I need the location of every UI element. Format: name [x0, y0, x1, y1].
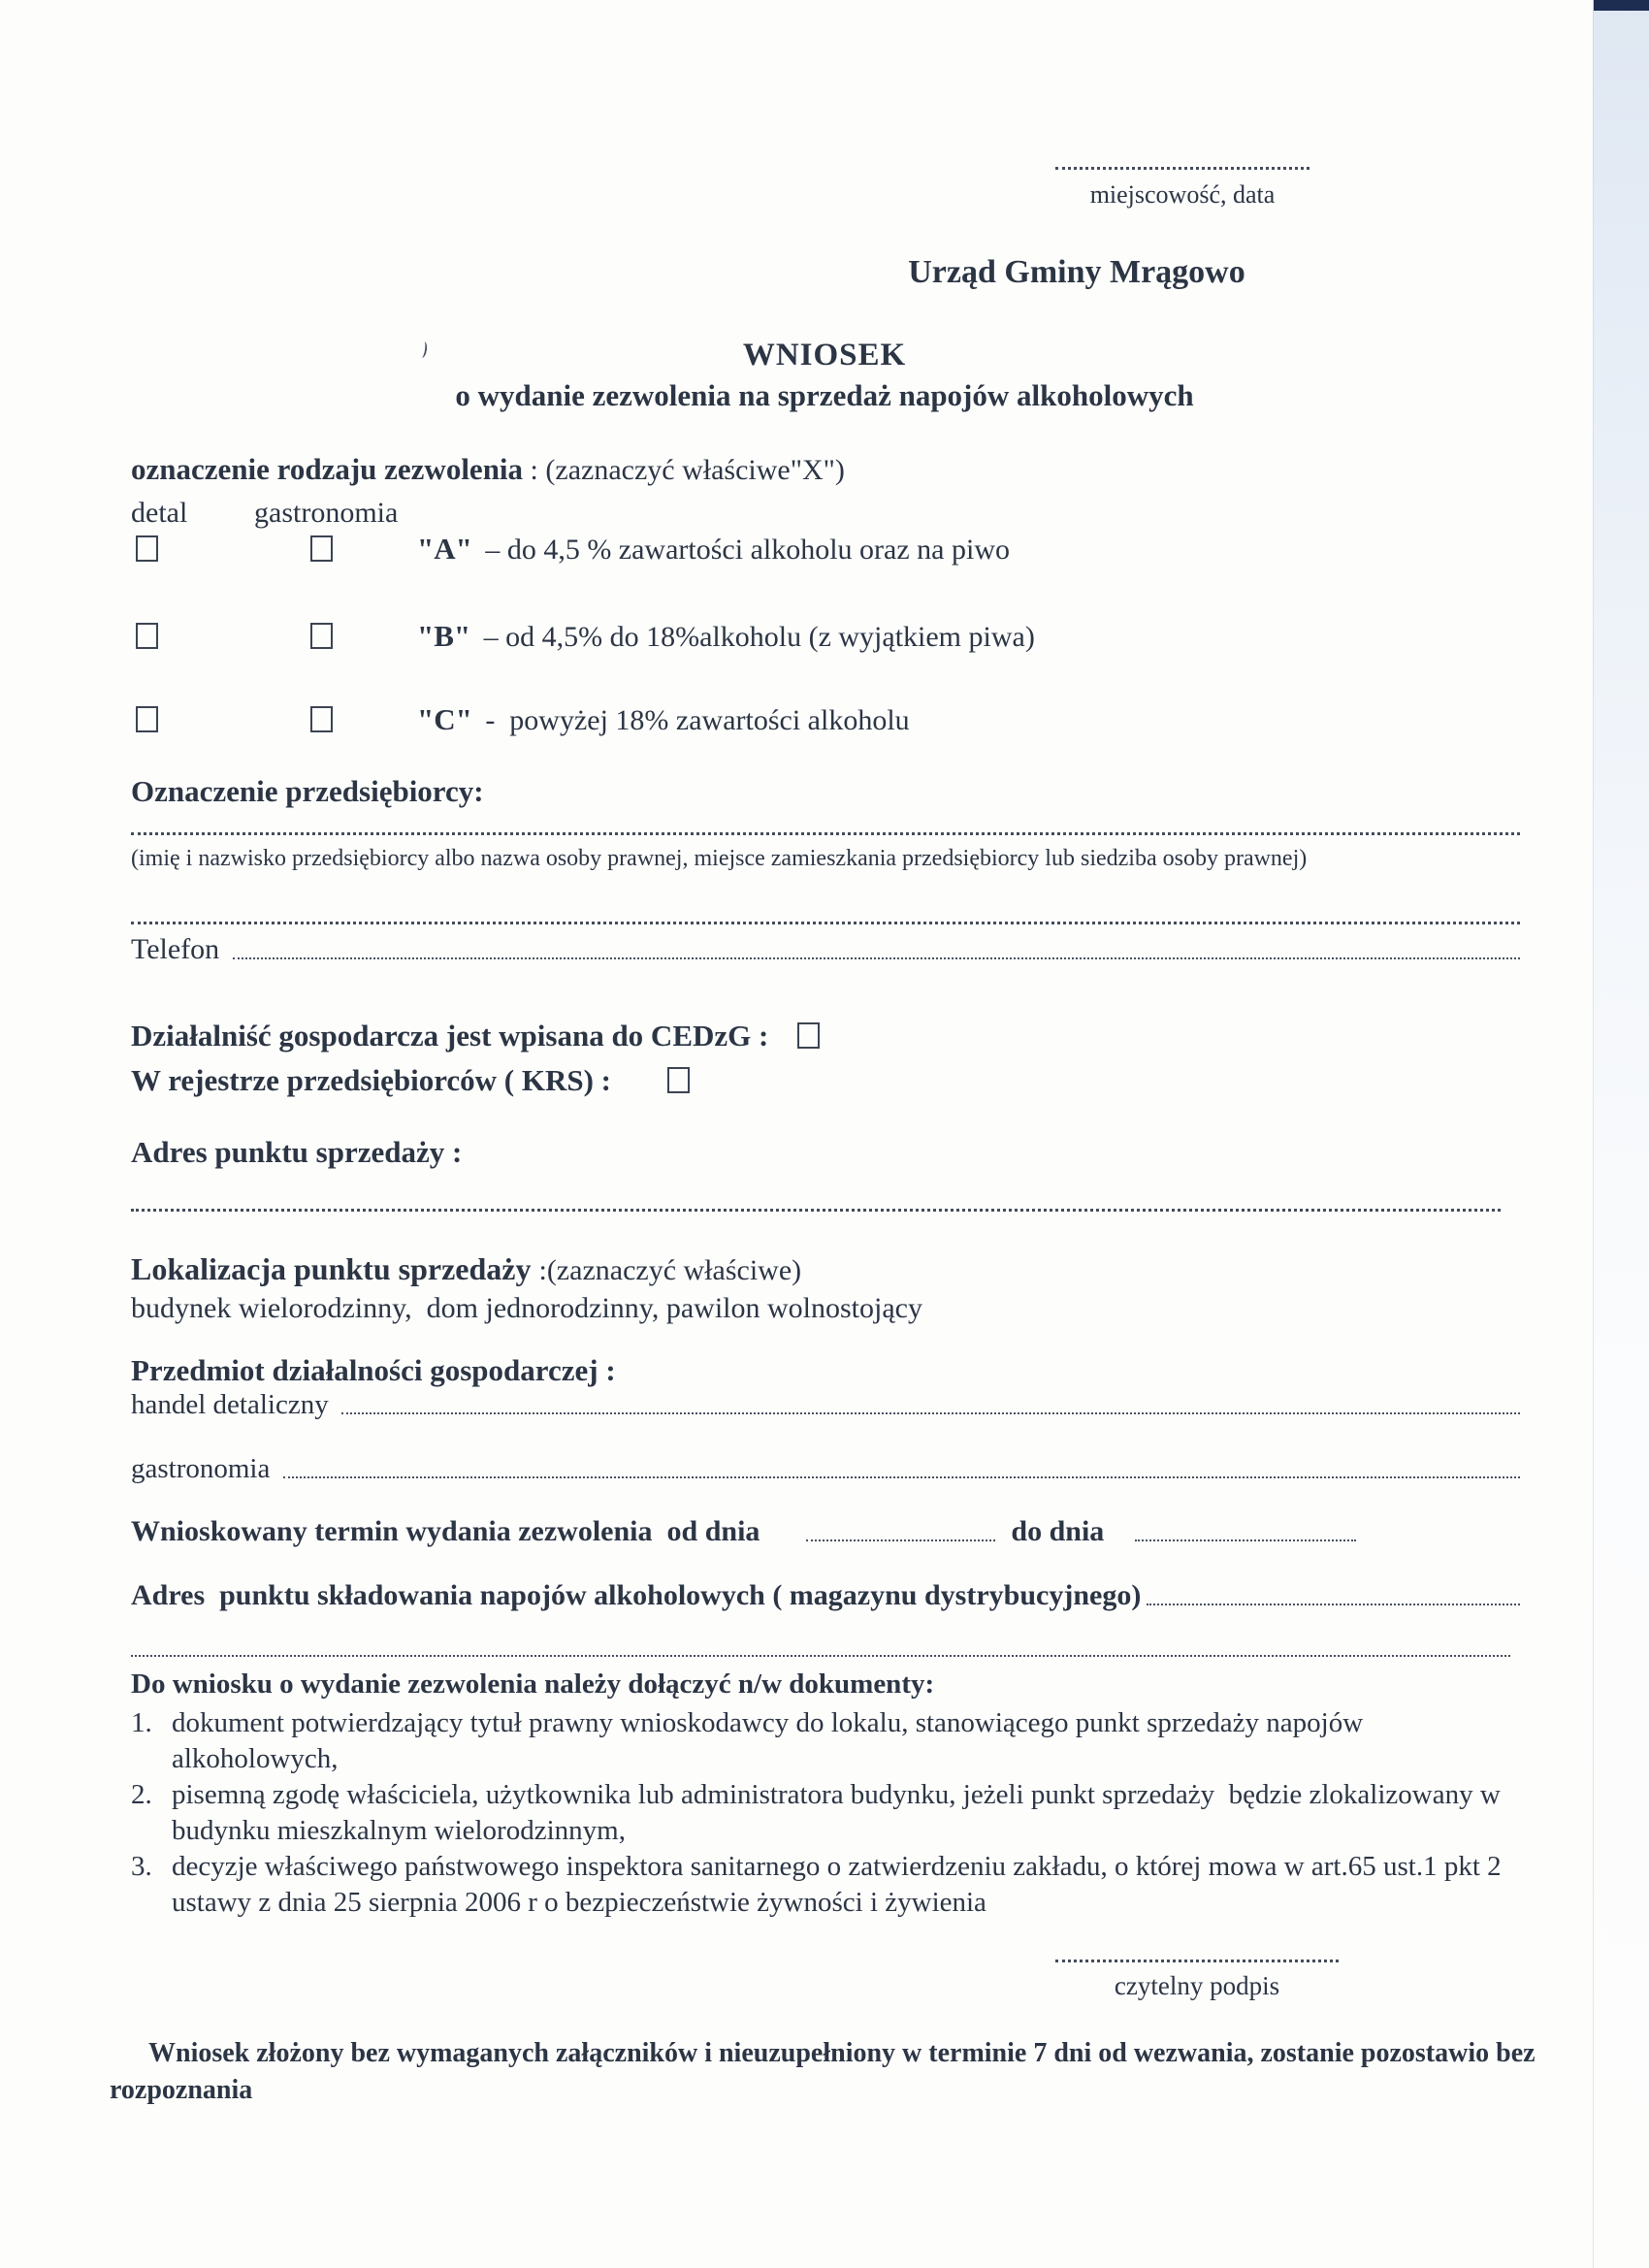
gastronomy-row: [131, 1453, 1520, 1485]
signature-caption: czytelny podpis: [1114, 1971, 1280, 2000]
location-options: budynek wielorodzinny, dom jednorodzinny, pawilon wolnostojący: [131, 1292, 922, 1324]
permit-c-gastronomia-checkbox[interactable]: [310, 706, 333, 732]
permit-type-heading: oznaczenie rodzaju zezwolenia : (zaznaczyć właściwe"X"): [131, 452, 845, 486]
permit-row-b: [131, 619, 1528, 660]
storage-address-row: [131, 1579, 1520, 1612]
krs-statement-row: [131, 1063, 690, 1098]
place-date-fill-line[interactable]: [1055, 167, 1310, 170]
entrepreneur-caption: (imię i nazwisko przedsiębiorcy albo nazwa osoby prawnej, miejsce zamieszkania przedsiębiorcy lub siedziba osoby prawnej): [131, 846, 1308, 871]
attachments-heading: Do wniosku o wydanie zezwolenia należy dołączyć n/w dokumenty:: [131, 1669, 935, 1700]
permit-a-detal-checkbox[interactable]: [136, 535, 158, 562]
storage-address-label: Adres punktu składowania napojów alkoholowych ( magazynu dystrybucyjnego): [131, 1579, 1142, 1611]
krs-statement: W rejestrze przedsiębiorców ( KRS) :: [131, 1063, 612, 1097]
retail-row: [131, 1389, 1520, 1421]
krs-checkbox[interactable]: [667, 1067, 690, 1093]
signature-fill-line[interactable]: [1055, 1960, 1339, 1962]
term-to-label: do dnia: [1011, 1515, 1105, 1547]
extra-fill-line[interactable]: [131, 1655, 1510, 1657]
term-from-fill-line[interactable]: [806, 1539, 995, 1541]
cedzg-statement: Działalniść gospodarcza jest wpisana do CEDzG :: [131, 1019, 769, 1053]
retail-label: handel detaliczny: [131, 1389, 336, 1420]
permit-a-gastronomia-checkbox[interactable]: [310, 535, 333, 562]
form-subtitle: o wydanie zezwolenia na sprzedaż napojów alkoholowych: [455, 378, 1194, 412]
sales-point-address-fill-line[interactable]: [131, 1209, 1501, 1212]
column-label-gastronomia: gastronomia: [254, 497, 399, 529]
column-label-detal: detal: [131, 497, 188, 529]
cedzg-statement-row: [131, 1019, 820, 1053]
permit-b-label: "B" – od 4,5% do 18%alkoholu (z wyjątkiem piwa): [417, 619, 1035, 653]
permit-c-label: "C" - powyżej 18% zawartości alkoholu: [417, 702, 910, 736]
term-to-fill-line[interactable]: [1135, 1539, 1356, 1541]
footer-warning: Wniosek złożony bez wymaganych załączników i nieuzupełniony w terminie 7 dni od wezwania, zostanie pozostawio bez rozpoznania: [110, 2038, 1542, 2105]
attachment-item-1: 1. dokument potwierdzający tytuł prawny wnioskodawcy do lokalu, stanowiącego punkt sprzedaży napojów alkoholowych,: [131, 1707, 1371, 1774]
cedzg-checkbox[interactable]: [797, 1022, 820, 1049]
phone-row: [131, 933, 1520, 966]
permit-b-detal-checkbox[interactable]: [136, 623, 158, 649]
sales-point-address-heading: Adres punktu sprzedaży :: [131, 1135, 463, 1169]
entrepreneur-fill-line-2[interactable]: [131, 922, 1520, 924]
storage-address-fill-line[interactable]: [1147, 1604, 1520, 1605]
phone-label: Telefon: [131, 933, 227, 965]
entrepreneur-fill-line-1[interactable]: [131, 832, 1520, 835]
permit-b-gastronomia-checkbox[interactable]: [310, 623, 333, 649]
scan-top-bar: [1594, 0, 1649, 11]
gastronomy-label: gastronomia: [131, 1453, 277, 1484]
retail-fill-line[interactable]: [341, 1412, 1520, 1414]
term-label: Wnioskowany termin wydania zezwolenia od dnia: [131, 1515, 760, 1547]
attachment-item-3: 3. decyzje właściwego państwowego inspektora sanitarnego o zatwierdzeniu zakładu, o której mowa w art.65 ust.1 pkt 2 ustawy z dnia 25 sierpnia 2006 r o bezpieczeństwie żywności i żywienia: [131, 1851, 1508, 1918]
term-row: [131, 1515, 1520, 1548]
entrepreneur-heading: Oznaczenie przedsiębiorcy:: [131, 774, 484, 808]
permit-c-detal-checkbox[interactable]: [136, 706, 158, 732]
phone-fill-line[interactable]: [233, 957, 1520, 959]
location-heading: Lokalizacja punktu sprzedaży :(zaznaczyć właściwe): [131, 1251, 802, 1286]
place-date-caption: miejscowość, data: [1089, 180, 1276, 209]
permit-row-c: [131, 702, 1528, 743]
office-name: Urząd Gminy Mrągowo: [908, 254, 1245, 290]
attachment-item-2: 2. pisemną zgodę właściciela, użytkownika lub administratora budynku, jeżeli punkt sprzedaży będzie zlokalizowany w budynku mieszkalnym wielorodzinnym,: [131, 1779, 1508, 1846]
business-subject-heading: Przedmiot działalności gospodarczej :: [131, 1353, 616, 1387]
form-title: WNIOSEK: [742, 338, 907, 373]
gastronomy-fill-line[interactable]: [283, 1476, 1520, 1478]
permit-row-a: [131, 532, 1528, 572]
attachments-list: [131, 1705, 1535, 1921]
permit-a-label: "A" – do 4,5 % zawartości alkoholu oraz na piwo: [417, 532, 1010, 566]
